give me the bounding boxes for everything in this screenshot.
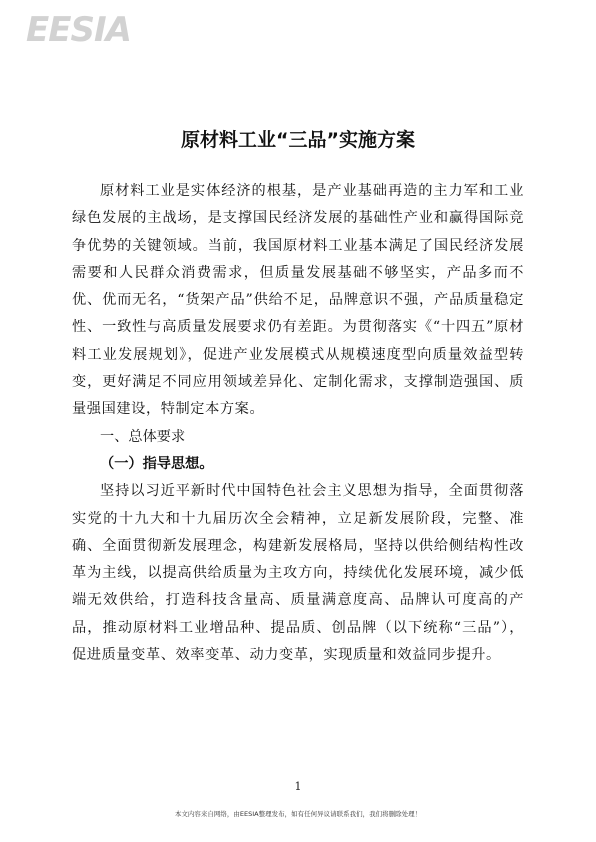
intro-paragraph: 原材料工业是实体经济的根基，是产业基础再造的主力军和工业绿色发展的主战场，是支撑国民经济发展的基础性产业和赢得国际竞争优势的关键领域。当前，我国原材料工业基本满足了国民经济发展需要和人民群众消费需求，但质量发展基础不够坚实，产品多而不优、优而无名，“货架产品”供给不足，品牌意识不强，产品质量稳定性、一致性与高质量发展要求仍有差距。为贯彻落实《“十四五”原材料工业发展规划》，促进产业发展模式从规模速度型向质量效益型转变，更好满足不同应用领域差异化、定制化需求，支撑制造强国、质量强国建设，特制定本方案。 bbox=[72, 183, 524, 418]
page-number: 1 bbox=[294, 780, 302, 793]
footer-disclaimer: 本文内容来自网络，由EESIA整理发布，如有任何异议请联系我们，我们将删除处理！ bbox=[174, 810, 422, 818]
subsection-heading-guiding-ideology: （一）指导思想。 bbox=[100, 455, 214, 472]
section-heading-general-requirements: 一、总体要求 bbox=[100, 428, 186, 445]
eesia-logo: EESIA bbox=[26, 10, 131, 50]
document-title: 原材料工业“三品”实施方案 bbox=[181, 129, 415, 151]
guiding-ideology-paragraph: 坚持以习近平新时代中国特色社会主义思想为指导，全面贯彻落实党的十九大和十九届历次全会精神，立足新发展阶段，完整、准确、全面贯彻新发展理念，构建新发展格局，坚持以供给侧结构性改革为主线，以提高供给质量为主攻方向，持续优化发展环境，减少低端无效供给，打造科技含量高、质量满意度高、品牌认可度高的产品，推动原材料工业增品种、提品质、创品牌（以下统称“三品”），促进质量变革、效率变革、动力变革，实现质量和效益同步提升。 bbox=[72, 483, 524, 664]
document-body bbox=[72, 178, 524, 669]
